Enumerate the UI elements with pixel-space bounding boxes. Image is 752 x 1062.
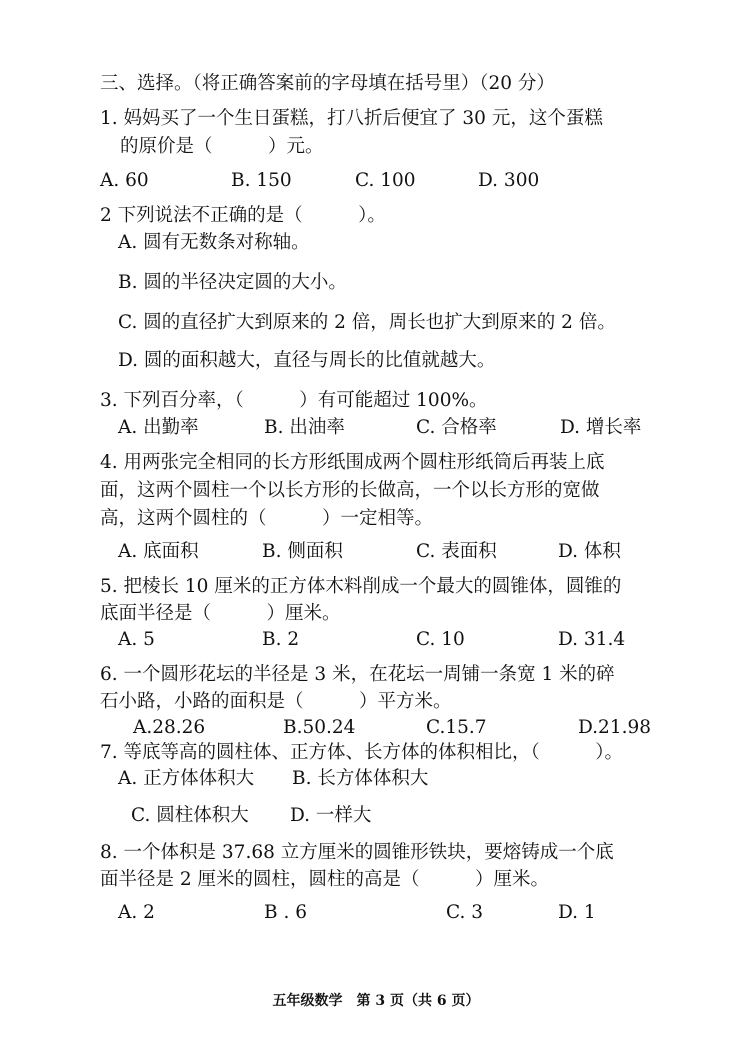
question-2-line-1: 2 下列说法不正确的是（ ）。 [100,205,386,226]
q4-option-b: B. 侧面积 [262,541,343,562]
q8-option-d: D. 1 [558,902,596,923]
q4-option-d: D. 体积 [558,541,621,562]
question-4-line-2: 面，这两个圆柱一个以长方形的长做高，一个以长方形的宽做 [100,480,600,501]
q3-option-c: C. 合格率 [416,417,497,438]
question-6-line-2: 石小路，小路的面积是（ ）平方米。 [100,691,452,712]
q7-option-c: C. 圆柱体积大 [131,805,249,826]
q4-option-a: A. 底面积 [118,541,199,562]
q5-option-d: D. 31.4 [558,629,626,650]
q5-option-b: B. 2 [262,629,300,650]
question-4-line-3: 高，这两个圆柱的（ ）一定相等。 [100,508,434,529]
question-8-line-2: 面半径是 2 厘米的圆柱，圆柱的高是（ ）厘米。 [100,869,550,890]
q8-option-c: C. 3 [446,902,484,923]
q5-option-a: A. 5 [118,629,155,650]
q1-option-d: D. 300 [478,170,540,191]
q6-option-b: B.50.24 [283,717,356,738]
page-footer: 五年级数学 第 3 页（共 6 页） [272,993,480,1009]
question-5-line-2: 底面半径是（ ）厘米。 [100,603,341,624]
question-7-line-1: 7. 等底等高的圆柱体、正方体、长方体的体积相比，（ ）。 [100,742,624,763]
q6-option-a: A.28.26 [133,717,206,738]
q2-option-a: A. 圆有无数条对称轴。 [118,232,310,253]
q3-option-d: D. 增长率 [560,417,642,438]
q2-option-c: C. 圆的直径扩大到原来的 2 倍，周长也扩大到原来的 2 倍。 [118,312,616,333]
q1-option-a: A. 60 [100,170,149,191]
question-3-line-1: 3. 下列百分率，（ ）有可能超过 100%。 [100,390,488,411]
question-1-line-2: 的原价是（ ）元。 [120,136,324,157]
q5-option-c: C. 10 [416,629,465,650]
question-1-line-1: 1. 妈妈买了一个生日蛋糕，打八折后便宜了 30 元，这个蛋糕 [100,108,603,129]
q7-option-b: B. 长方体体积大 [292,768,429,789]
q1-option-c: C. 100 [355,170,416,191]
q7-option-a: A. 正方体体积大 [118,768,255,789]
section-title: 三、选择。（将正确答案前的字母填在括号里）（20 分） [100,73,555,94]
q4-option-c: C. 表面积 [416,541,497,562]
q1-option-b: B. 150 [231,170,292,191]
q7-option-d: D. 一样大 [290,805,372,826]
question-4-line-1: 4. 用两张完全相同的长方形纸围成两个圆柱形纸筒后再装上底 [100,452,605,473]
q2-option-b: B. 圆的半径决定圆的大小。 [118,272,347,293]
q8-option-b: B . 6 [264,902,308,923]
q8-option-a: A. 2 [118,902,155,923]
question-6-line-1: 6. 一个圆形花坛的半径是 3 米，在花坛一周铺一条宽 1 米的碎 [100,664,615,685]
q6-option-d: D.21.98 [578,717,652,738]
q2-option-d: D. 圆的面积越大，直径与周长的比值就越大。 [118,350,496,371]
question-5-line-1: 5. 把棱长 10 厘米的正方体木料削成一个最大的圆锥体，圆锥的 [100,576,622,597]
q6-option-c: C.15.7 [426,717,487,738]
q3-option-a: A. 出勤率 [118,417,199,438]
question-8-line-1: 8. 一个体积是 37.68 立方厘米的圆锥形铁块，要熔铸成一个底 [100,842,614,863]
q3-option-b: B. 出油率 [264,417,345,438]
